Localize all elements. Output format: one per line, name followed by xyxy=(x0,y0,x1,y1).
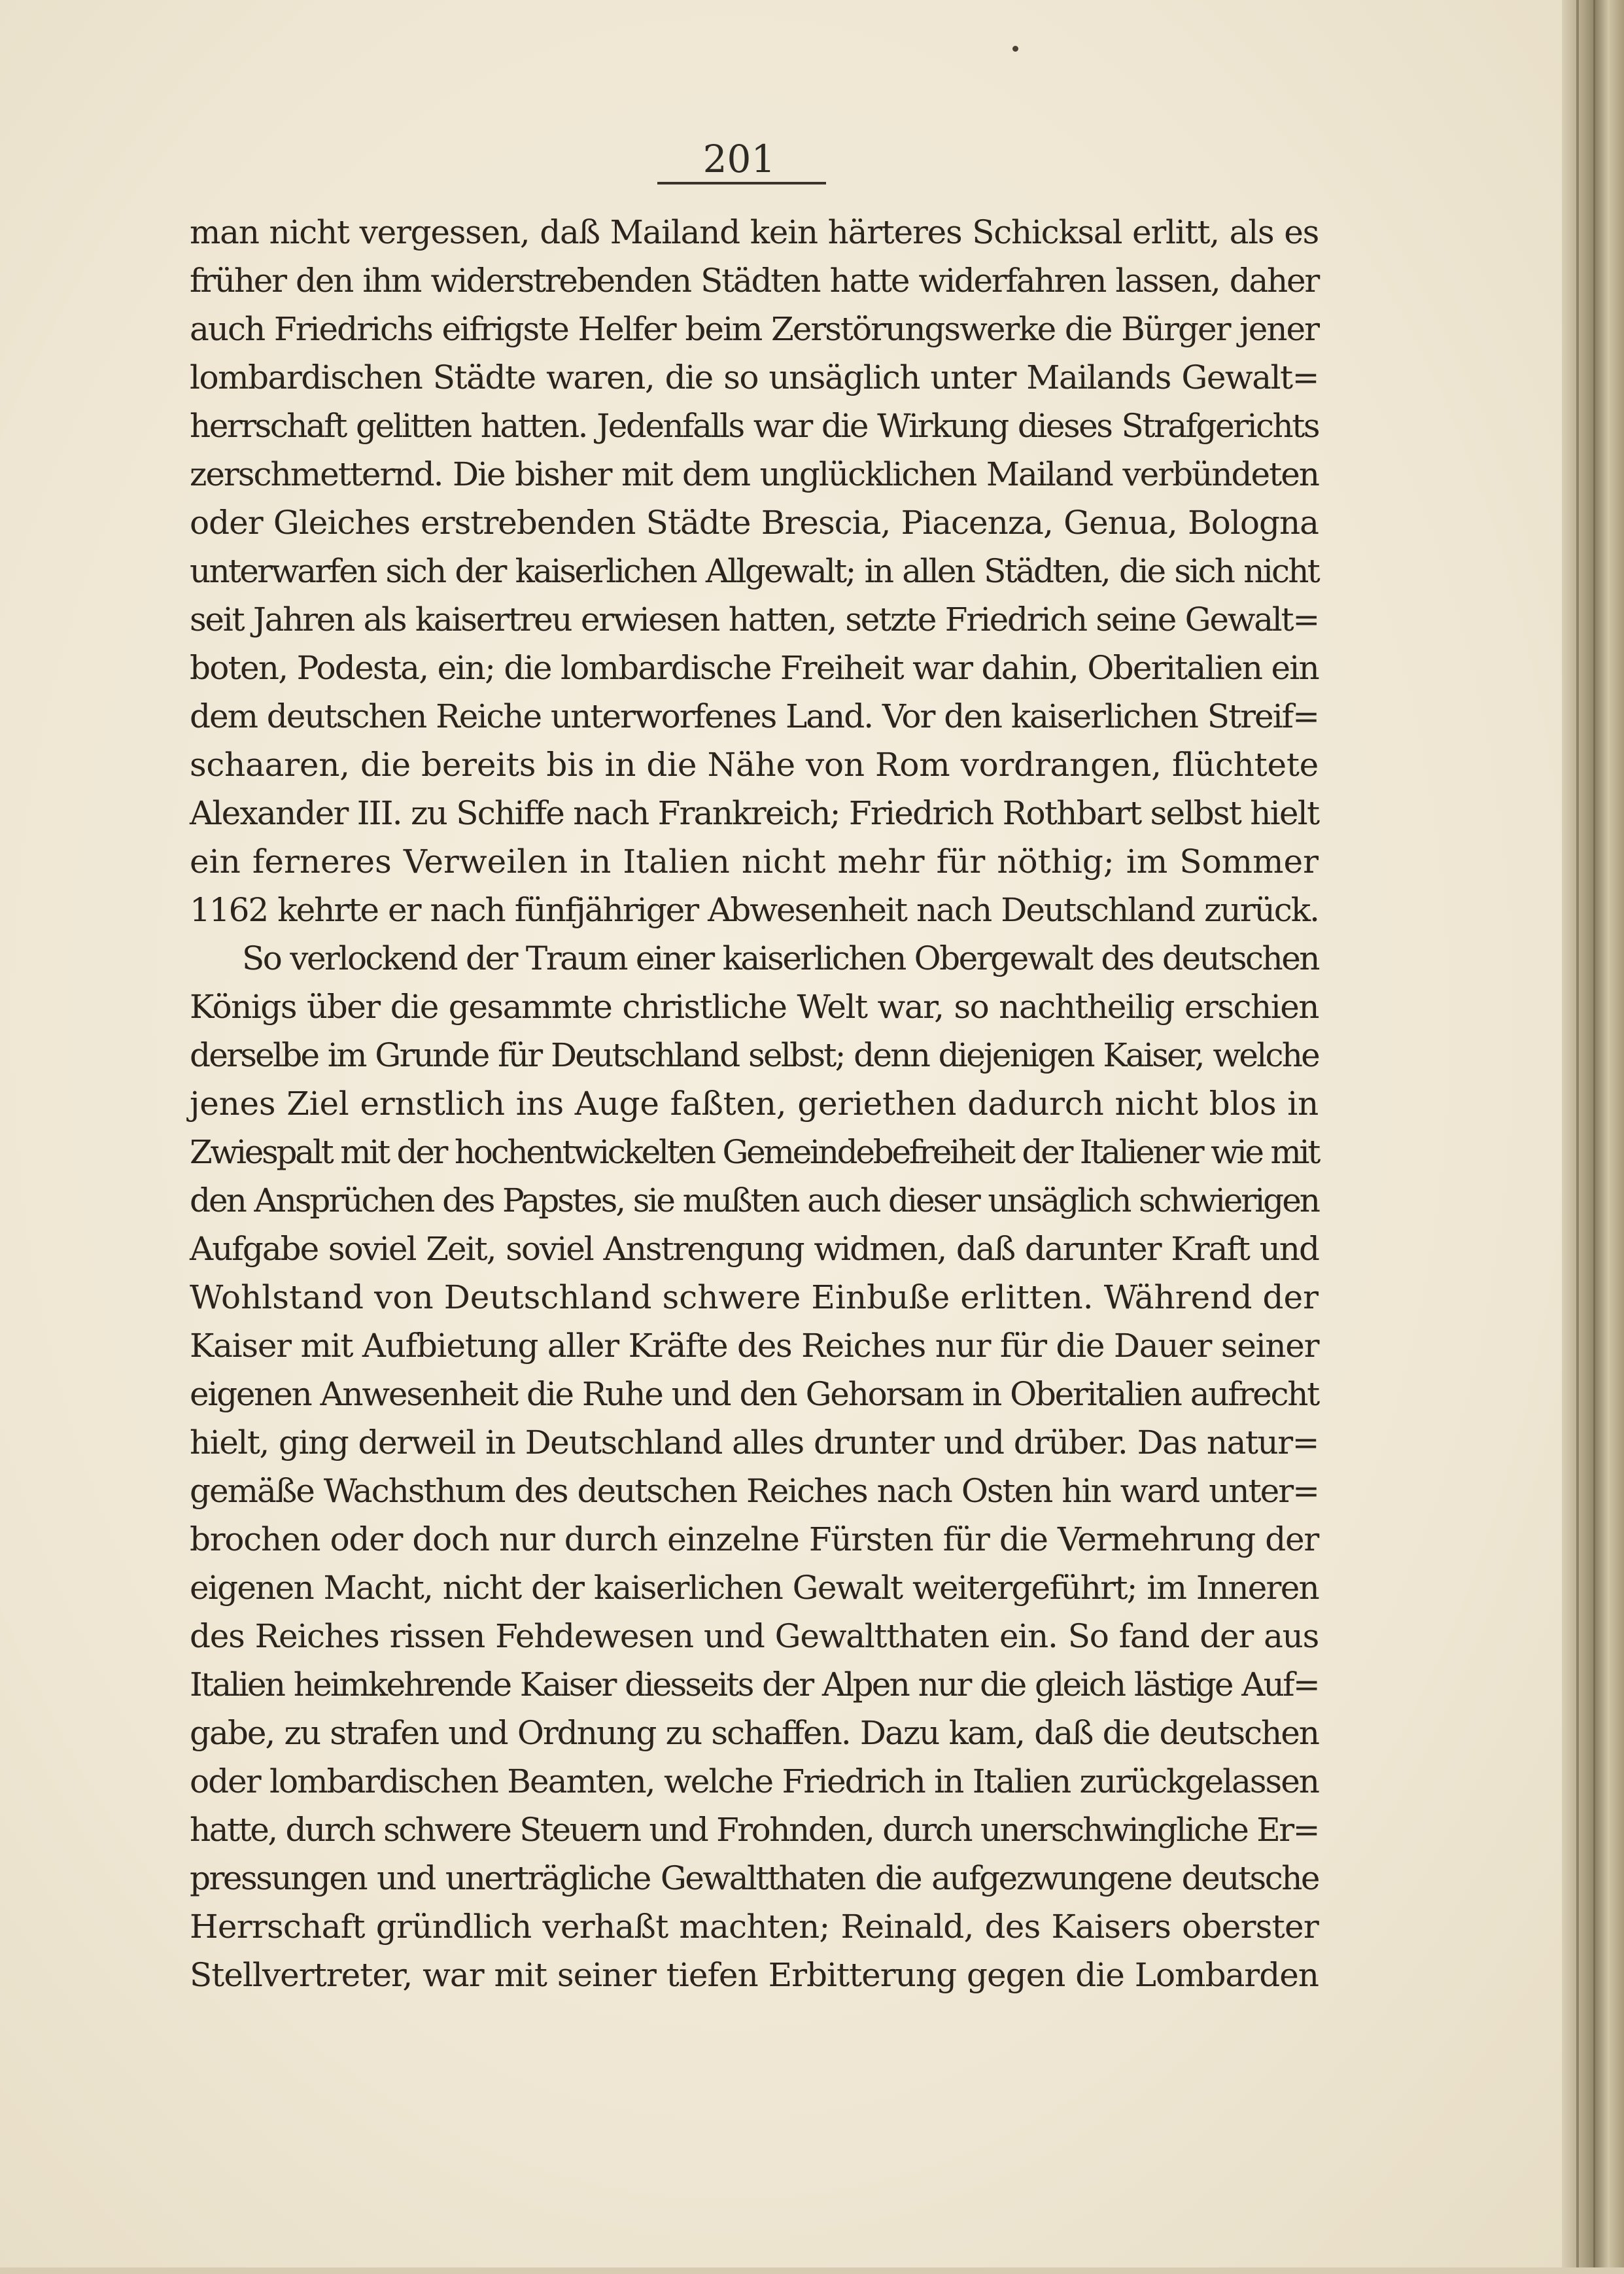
text-line: Königs über die gesammte christliche Welt war, so nachtheilig erschien xyxy=(190,988,1319,1026)
text-line: eigenen Macht, nicht der kaiserlichen Gewalt weitergeführt; im Inneren xyxy=(190,1569,1319,1607)
text-line: unterwarfen sich der kaiserlichen Allgewalt; in allen Städten, die sich nicht xyxy=(190,552,1319,590)
text-line: auch Friedrichs eifrigste Helfer beim Zerstörungswerke die Bürger jener xyxy=(190,310,1319,348)
text-line: zerschmetternd. Die bisher mit dem unglücklichen Mailand verbündeten xyxy=(190,455,1319,493)
text-line: Aufgabe soviel Zeit, soviel Anstrengung widmen, daß darunter Kraft und xyxy=(190,1230,1319,1268)
text-line: hatte, durch schwere Steuern und Frohnden, durch unerschwingliche Er= xyxy=(190,1811,1319,1849)
text-line: boten, Podesta, ein; die lombardische Freiheit war dahin, Oberitalien ein xyxy=(190,649,1319,687)
text-line: Wohlstand von Deutschland schwere Einbuße erlitten. Während der xyxy=(190,1278,1319,1316)
text-line: brochen oder doch nur durch einzelne Fürsten für die Vermehrung der xyxy=(190,1520,1319,1558)
text-line: Kaiser mit Aufbietung aller Kräfte des Reiches nur für die Dauer seiner xyxy=(190,1327,1319,1365)
text-line: schaaren, die bereits bis in die Nähe von Rom vordrangen, flüchtete xyxy=(190,746,1319,784)
text-line: gemäße Wachsthum des deutschen Reiches nach Osten hin ward unter= xyxy=(190,1472,1319,1510)
body-text xyxy=(190,208,1319,1999)
text-line: den Ansprüchen des Papstes, sie mußten auch dieser unsäglich schwierigen xyxy=(190,1181,1319,1219)
text-line: Zwiespalt mit der hochentwickelten Gemeindebefreiheit der Italiener wie mit xyxy=(190,1133,1319,1171)
page-number-rule xyxy=(657,182,826,184)
text-line: lombardischen Städte waren, die so unsäglich unter Mailands Gewalt= xyxy=(190,359,1319,396)
text-line: eigenen Anwesenheit die Ruhe und den Gehorsam in Oberitalien aufrecht xyxy=(190,1375,1319,1413)
ink-speck xyxy=(1012,46,1018,52)
text-line: man nicht vergessen, daß Mailand kein härteres Schicksal erlitt, als es xyxy=(190,213,1319,251)
page-number: 201 xyxy=(702,137,776,181)
text-line: Alexander III. zu Schiffe nach Frankreich; Friedrich Rothbart selbst hielt xyxy=(190,794,1319,832)
text-line: Stellvertreter, war mit seiner tiefen Erbitterung gegen die Lombarden xyxy=(190,1956,1319,1994)
text-line: oder lombardischen Beamten, welche Friedrich in Italien zurückgelassen xyxy=(190,1762,1319,1800)
text-line: Italien heimkehrende Kaiser diesseits der Alpen nur die gleich lästige Auf= xyxy=(190,1666,1319,1704)
text-line: hielt, ging derweil in Deutschland alles drunter und drüber. Das natur= xyxy=(190,1424,1319,1461)
page-bottom-edge xyxy=(0,2267,1624,2274)
text-line: oder Gleiches erstrebenden Städte Brescia, Piacenza, Genua, Bologna xyxy=(190,504,1319,542)
text-line: des Reiches rissen Fehdewesen und Gewaltthaten ein. So fand der aus xyxy=(190,1617,1319,1655)
text-line: ein ferneres Verweilen in Italien nicht mehr für nöthig; im Sommer xyxy=(190,843,1319,881)
text-line: Herrschaft gründlich verhaßt machten; Reinald, des Kaisers oberster xyxy=(190,1908,1319,1946)
text-line: seit Jahren als kaisertreu erwiesen hatten, setzte Friedrich seine Gewalt= xyxy=(190,601,1319,638)
text-line: dem deutschen Reiche unterworfenes Land. Vor den kaiserlichen Streif= xyxy=(190,697,1319,735)
text-line: jenes Ziel ernstlich ins Auge faßten, geriethen dadurch nicht blos in xyxy=(190,1085,1319,1123)
text-line: früher den ihm widerstrebenden Städten hatte widerfahren lassen, daher xyxy=(190,262,1319,300)
text-line: So verlockend der Traum einer kaiserlichen Obergewalt des deutschen xyxy=(242,939,1319,977)
text-line: pressungen und unerträgliche Gewaltthaten die aufgezwungene deutsche xyxy=(190,1859,1319,1897)
text-line: herrschaft gelitten hatten. Jedenfalls war die Wirkung dieses Strafgerichts xyxy=(190,407,1319,445)
text-line: 1162 kehrte er nach fünfjähriger Abwesenheit nach Deutschland zurück. xyxy=(190,891,1319,929)
text-line: derselbe im Grunde für Deutschland selbst; denn diejenigen Kaiser, welche xyxy=(190,1036,1319,1074)
text-line: gabe, zu strafen und Ordnung zu schaffen. Dazu kam, daß die deutschen xyxy=(190,1714,1319,1752)
book-gutter-edge xyxy=(1562,0,1624,2274)
